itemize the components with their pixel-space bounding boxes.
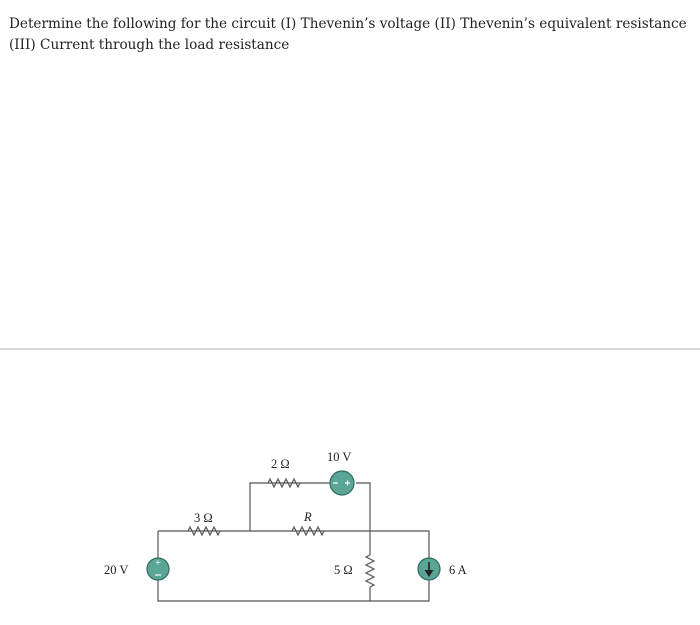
resistor-5ohm (366, 555, 374, 587)
current-source-6a (418, 558, 440, 580)
label-r: R (304, 510, 312, 524)
label-20v: 20 V (104, 563, 129, 577)
label-2ohm: 2 Ω (271, 457, 290, 471)
label-6a: 6 A (449, 563, 467, 577)
circuit-wires (158, 483, 429, 601)
svg-text:+: + (155, 558, 161, 569)
voltage-source-10v (330, 471, 354, 495)
label-3ohm: 3 Ω (194, 511, 213, 525)
label-10v: 10 V (327, 450, 352, 464)
voltage-source-20v (147, 558, 169, 580)
question-text: Determine the following for the circuit (I) Thevenin’s voltage (II) Thevenin’s equivalent resistance (III) Current through the load resistance (9, 16, 687, 53)
label-5ohm: 5 Ω (334, 563, 353, 577)
